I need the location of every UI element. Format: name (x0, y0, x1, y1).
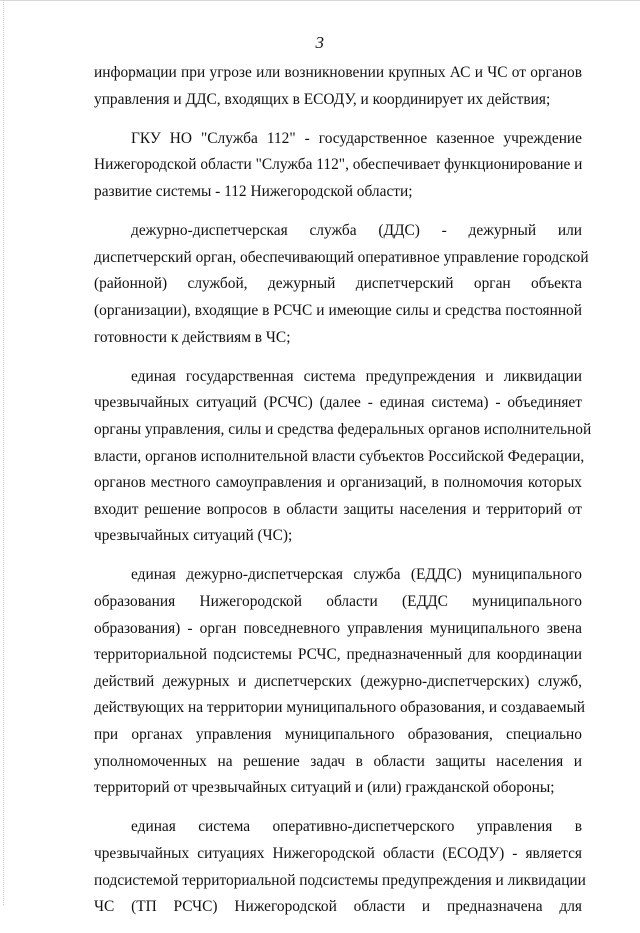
text-line: развитие системы - 112 Нижегородской области; (94, 182, 413, 200)
text-line: ГКУ НО "Служба 112" - государственное казенное учреждение (131, 129, 582, 147)
text-line: ЧС (ТП РСЧС) Нижегородской области и предназначена для (94, 898, 582, 916)
text-line: действующих на территории муниципального образования, и создаваемый (94, 699, 586, 717)
text-line: органов местного самоуправления и организаций, в полномочия которых (94, 474, 582, 492)
text-line: образования) - орган повседневного управления муниципального звена (94, 619, 582, 637)
text-line: чрезвычайных ситуаций (ЧС); (94, 527, 293, 545)
paragraph-service-112 (94, 126, 582, 206)
text-line: при органах управления муниципального образования, специально (94, 726, 582, 744)
text-line: (районной) службой, дежурный диспетчерский орган объекта (94, 275, 582, 293)
text-line: чрезвычайных ситуациях Нижегородской области (ЕСОДУ) - является (94, 845, 582, 862)
text-line: информации при угрозе или возникновении крупных АС и ЧС от органов (94, 64, 582, 81)
paragraph-rschs (94, 364, 592, 550)
text-line: управления и ДДС, входящих в ЕСОДУ, и координирует их действия; (94, 90, 551, 108)
text-line: власти, органов исполнительной власти субъектов Российской Федерации, (94, 447, 585, 465)
scan-edge-left (3, 0, 4, 905)
text-line: (организации), входящие в РСЧС и имеющие силы и средства постоянной (94, 301, 582, 319)
text-line: единая дежурно-диспетчерская служба (ЕДДС) муниципального (131, 566, 582, 584)
text-line: дежурно-диспетчерская служба (ДДС) - дежурный или (131, 222, 582, 240)
text-line: территориальной подсистемы РСЧС, предназначенный для координации (94, 646, 582, 664)
text-line: образования Нижегородской области (ЕДДС муниципального (94, 593, 582, 611)
text-line: органы управления, силы и средства федеральных органов исполнительной (94, 420, 592, 438)
paragraph-esodu-continuation (94, 60, 582, 113)
text-line: единая система оперативно-диспетчерского управления в (131, 818, 582, 836)
scan-edge-top (0, 0, 640, 1)
text-line: Нижегородской области "Служба 112", обеспечивает функционирование и (94, 156, 583, 174)
text-line: входит решение вопросов в области защиты населения и территорий от (94, 500, 582, 518)
paragraph-edds (94, 562, 586, 801)
page-number: 3 (315, 33, 325, 52)
text-line: действий дежурных и диспетчерских (дежурно-диспетчерских) служб, (94, 672, 582, 690)
text-line: единая государственная система предупреждения и ликвидации (131, 367, 582, 385)
document-body (94, 60, 592, 933)
text-line: готовности к действиям в ЧС; (94, 328, 291, 346)
text-line: диспетчерский орган, обеспечивающий оперативное управление городской (94, 248, 589, 266)
text-line: подсистемой территориальной подсистемы предупреждения и ликвидации (94, 871, 586, 889)
text-line: территорий от чрезвычайных ситуаций и (или) гражданской обороны; (94, 779, 555, 797)
text-line: чрезвычайных ситуаций (РСЧС) (далее - единая система) - объединяет (94, 394, 582, 412)
text-line: уполномоченных на решение задач в области защиты населения и (94, 752, 582, 770)
paragraph-dds (94, 218, 589, 351)
